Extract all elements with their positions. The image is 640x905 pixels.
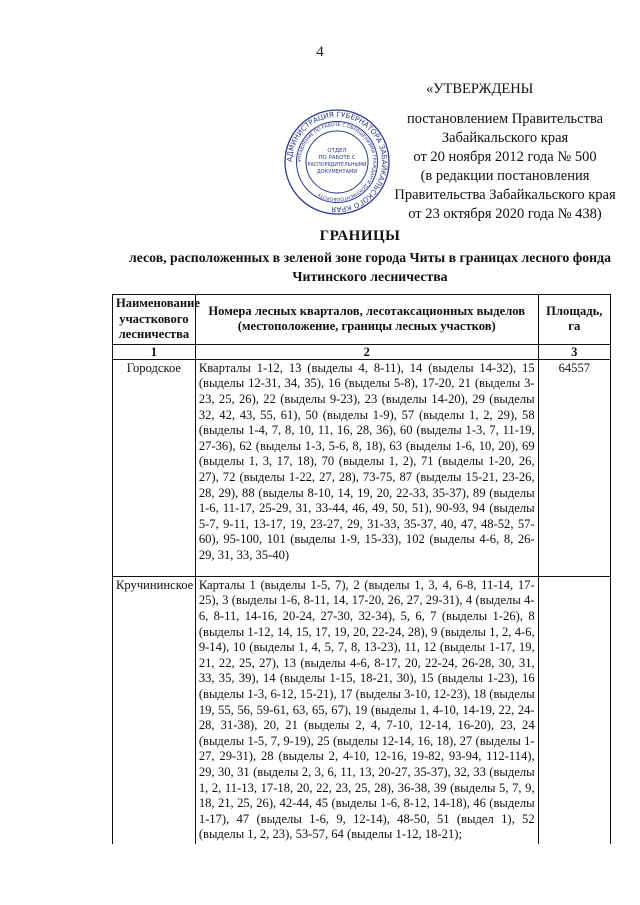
forest-boundaries-table (112, 294, 611, 844)
stamp-center-line: РАСПОРЯДИТЕЛЬНЫМИ (307, 163, 367, 168)
column-index: 1 (113, 344, 196, 359)
area-cell: 64557 (538, 359, 610, 576)
office-stamp (283, 108, 391, 216)
column-index: 3 (538, 344, 610, 359)
table-header-row (113, 295, 611, 345)
column-index: 2 (195, 344, 538, 359)
approval-line: Забайкальского края (441, 130, 569, 146)
page-number: 4 (316, 44, 324, 60)
approval-line: постановлением Правительства (406, 111, 604, 127)
document-subtitle: лесов, расположенных в зеленой зоне города Читы в границах лесного фонда Читинского лесничества (128, 250, 611, 284)
stamp-center-line: ДОКУМЕНТАМИ (316, 169, 358, 175)
approval-line: от 20 ноября 2012 года № 500 (413, 149, 597, 165)
approval-line: «УТВЕРЖДЕНЫ (426, 81, 534, 97)
column-header-parcels: Номера лесных кварталов, лесотаксационных выделов (местоположение, границы лесных участков) (195, 295, 538, 345)
document-title: ГРАНИЦЫ (319, 228, 401, 244)
parcels-cell: Карталы 1 (выделы 1-5, 7), 2 (выделы 1, 3, 4, 6-8, 11-14, 17-25), 3 (выделы 1-6, 8-11, 14, 17-20, 26, 27, 29-31), 4 (выделы 4-6, 8-11, 14-16, 20-24, 27-30, 32-34), 5, 6, 7 (выделы 1-26), 8 (выделы 1-12, 14, 15, 17, 19, 20, 22-24, 28), 9 (выделы 1, 2, 4-6, 9-14), 10 (выделы 1, 4, 5, 7, 8, 13-23), 11, 12 (выделы 1-17, 19, 21, 22, 25, 27), 13 (выделы 4-6, 8-17, 20, 22-24, 26-28, 30, 31, 33, 35, 39), 14 (выделы 1-15, 18-21, 30), 15 (выделы 1-23), 16 (выделы 1-3, 6-12, 15-21), 17 (выделы 3-10, 12-23), 18 (выделы 19, 55, 56, 59-61, 63, 65, 67), 19 (выделы 1, 4-10, 14-19, 22, 24-28, 31-38), 20, 21 (выделы 2, 4, 7-10, 12-14, 16-20), 23, 24 (выделы 1-5, 7, 9-19), 25 (выделы 12-14, 16, 18), 27 (выделы 1-27, 29-31), 28 (выделы 2, 4-10, 12-16, 19-82, 93-94, 112-114), 29, 30, 31 (выделы 2, 3, 6, 11, 13, 20-27, 35-37), 32, 33 (выделы 1, 2, 11-13, 17-18, 20, 22, 23, 25, 28), 36-38, 39 (выделы 5, 7, 9, 18, 21, 25, 26), 42-44, 45 (выделы 1-6, 8-12, 14-18), 46 (выделы 1-17), 47 (выделы 1-6, 9, 12-14), 48-50, 51 (выдел 1), 52 (выделы 1, 2, 23), 53-57, 64 (выделы 1-12, 18-21); (195, 576, 538, 844)
column-header-area: Площадь, га (538, 295, 610, 345)
stamp-inner-ring-text: УПРАВЛЕНИЕ ПО РАБОТЕ С ОБРАЩЕНИЯМИ ГРАЖДАН И ДОКУМЕНТООБОРОТУ (297, 122, 377, 202)
table-row (113, 359, 611, 576)
stamp-center-line: ПО РАБОТЕ С (318, 155, 356, 161)
stamp-ring-text: АДМИНИСТРАЦИЯ ГУБЕРНАТОРА ЗАБАЙКАЛЬСКОГО КРАЯ (284, 109, 390, 215)
parcels-cell: Кварталы 1-12, 13 (выделы 4, 8-11), 14 (выделы 14-32), 15 (выделы 12-31, 34, 35), 16 (выделы 5-8), 17-20, 21 (выделы 3-23, 25, 26), 22 (выделы 9-23), 23 (выделы 14-20), 29 (выделы 32, 42, 43, 55, 61), 50 (выделы 1-9), 57 (выделы 1, 2, 29), 58 (выделы 1-4, 7, 8, 10, 11, 16, 28, 36), 60 (выделы 1-3, 7, 11-19, 27-36), 62 (выделы 1-3, 5-6, 8, 18), 63 (выделы 1-6, 10, 20), 69 (выделы 1, 3, 17, 18), 70 (выделы 1, 2), 71 (выделы 1-20, 26, 27), 72 (выделы 1-22, 27, 28), 73-75, 87 (выделы 15-21, 23-26, 28, 29), 88 (выделы 8-10, 14, 19, 20, 22-33, 35-37), 89 (выделы 1-6, 11-17, 25-29, 31, 33-44, 46, 49, 50, 51), 90-93, 94 (выделы 5-7, 9-11, 13-17, 19, 23-27, 29, 31-33, 35-37, 40, 47, 48-52, 57-60), 95-100, 101 (выделы 1-9, 15-33), 102 (выделы 4-6, 8, 26-29, 31, 33, 35-40) (195, 359, 538, 576)
approval-block (380, 80, 630, 224)
column-header-forestry: Наименование участкового лесничества (113, 295, 196, 345)
table-index-row (113, 344, 611, 359)
table-row (113, 576, 611, 844)
stamp-center-line: ОТДЕЛ (327, 148, 347, 154)
approval-line: (в редакции постановления (420, 168, 590, 184)
forestry-name-cell: Городское (113, 359, 196, 576)
area-cell (538, 576, 610, 844)
forestry-name-cell: Кручининское (113, 576, 196, 844)
approval-line: Правительства Забайкальского края (394, 187, 616, 203)
approval-line: от 23 октября 2020 года № 438) (408, 206, 602, 222)
